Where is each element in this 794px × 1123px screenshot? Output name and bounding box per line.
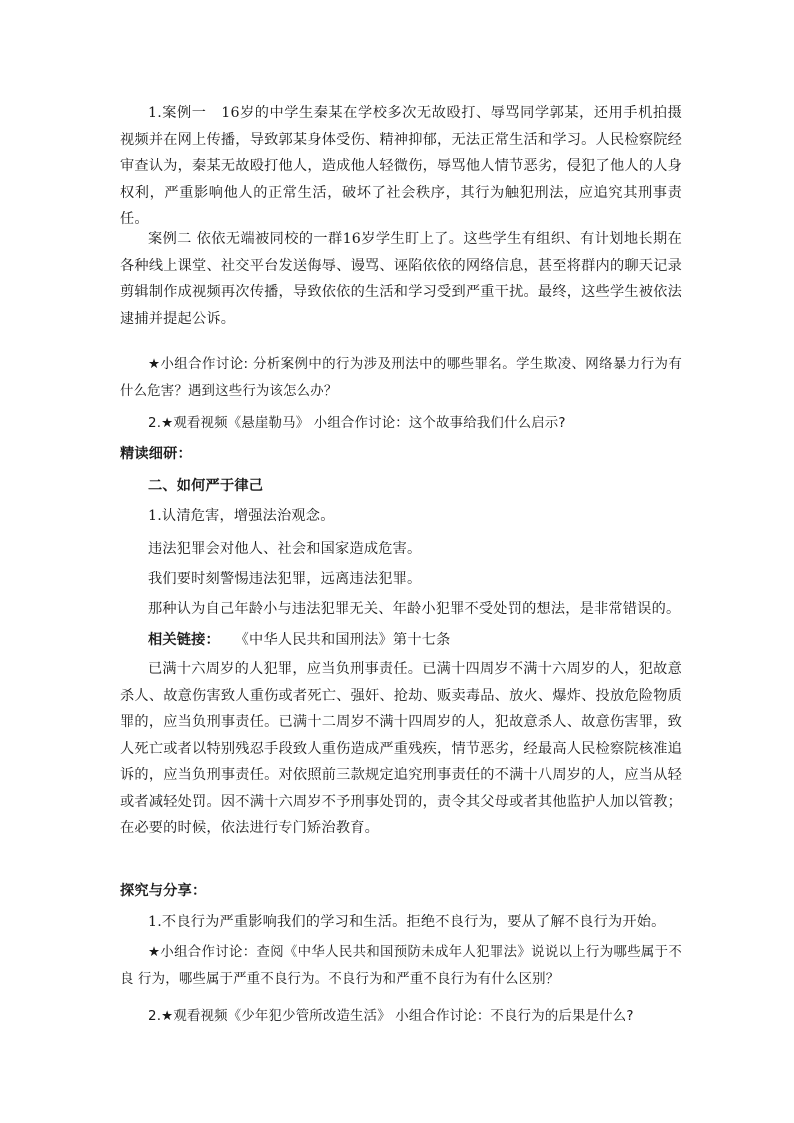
harm-line: 违法犯罪会对他人、社会和国家造成危害。 [148, 541, 422, 557]
misconception-line: 那种认为自己年龄小与违法犯罪无关、年龄小犯罪不受处罚的想法，是非常错误的。 [148, 601, 681, 617]
group-discussion-1: ★小组合作讨论: 分析案例中的行为涉及刑法中的哪些罪名。学生欺凌、网络暴力行为有什么危害？遇到这些行为该怎么办？ [120, 357, 682, 399]
video-discussion-2: 2.★观看视频《少年犯少管所改造生活》 小组合作讨论：不良行为的后果是什么? [148, 1009, 634, 1024]
group-discussion-2: ★小组合作讨论：查阅《中华人民共和国预防未成年人犯罪法》说说以上行为哪些属于不良 行为，哪些属于严重不良行为。不良行为和严重不良行为有什么区别？ [120, 945, 682, 987]
related-link-label: 相关链接： [148, 632, 220, 648]
section-title: 二、如何严于律己 [148, 478, 264, 494]
explore-point-one: 1.不良行为严重影响我们的学习和生活。拒绝不良行为，要从了解不良行为开始。 [148, 914, 666, 930]
law-article-text: 已满十六周岁的人犯罪，应当负刑事责任。已满十四周岁不满十六周岁的人，犯故意杀人、故意伤害致人重伤或者死亡、强奸、抢劫、贩卖毒品、放火、爆炸、投放危险物质罪的，应当负刑事责任。已满十二周岁不满十四周岁的人，犯故意杀人、故意伤害罪，致人死亡或者以特别残忍手段致人重伤造成严重残疾，情节恶劣，经最高人民检察院核准追诉的，应当负刑事责任。对依照前三款规定追究刑事责任的不满十八周岁的人，应当从轻或者减轻处罚。因不满十六周岁不予刑事处罚的，责令其父母或者其他监护人加以管教；在必要的时候，依法进行专门矫治教育。 [120, 661, 682, 836]
vigilance-line: 我们要时刻警惕违法犯罪，远离违法犯罪。 [148, 571, 422, 587]
point-one: 1.认清危害，增强法治观念。 [148, 508, 335, 524]
case-one-paragraph: 1.案例一 16岁的中学生秦某在学校多次无故殴打、辱骂同学郭某，还用手机拍摄视频并在网上传播，导致郭某身体受伤、精神抑郁，无法正常生活和学习。人民检察院经审查认为，秦某无故殴打他人，造成他人轻微伤，辱骂他人情节恶劣，侵犯了他人的人身权利，严重影响他人的正常生活，破坏了社会秩序，其行为触犯刑法，应追究其刑事责任。 [120, 105, 682, 227]
related-link-title: 《中华人民共和国刑法》第十七条 [234, 632, 451, 648]
section-explore-heading: 探究与分享： [120, 883, 207, 899]
case-two-paragraph: 案例二 依依无端被同校的一群16岁学生盯上了。这些学生有组织、有计划地长期在各种线上课堂、社交平台发送侮辱、谩骂、诬陷依依的网络信息，甚至将群内的聊天记录剪辑制作成视频再次传播，导致依依的生活和学习受到严重干扰。最终，这些学生被依法逮捕并提起公诉。 [120, 231, 682, 327]
related-link-line [120, 627, 682, 654]
section-reading-heading: 精读细研： [120, 446, 192, 462]
video-discussion-1: 2.★观看视频《悬崖勒马》 小组合作讨论：这个故事给我们什么启示? [148, 416, 566, 431]
